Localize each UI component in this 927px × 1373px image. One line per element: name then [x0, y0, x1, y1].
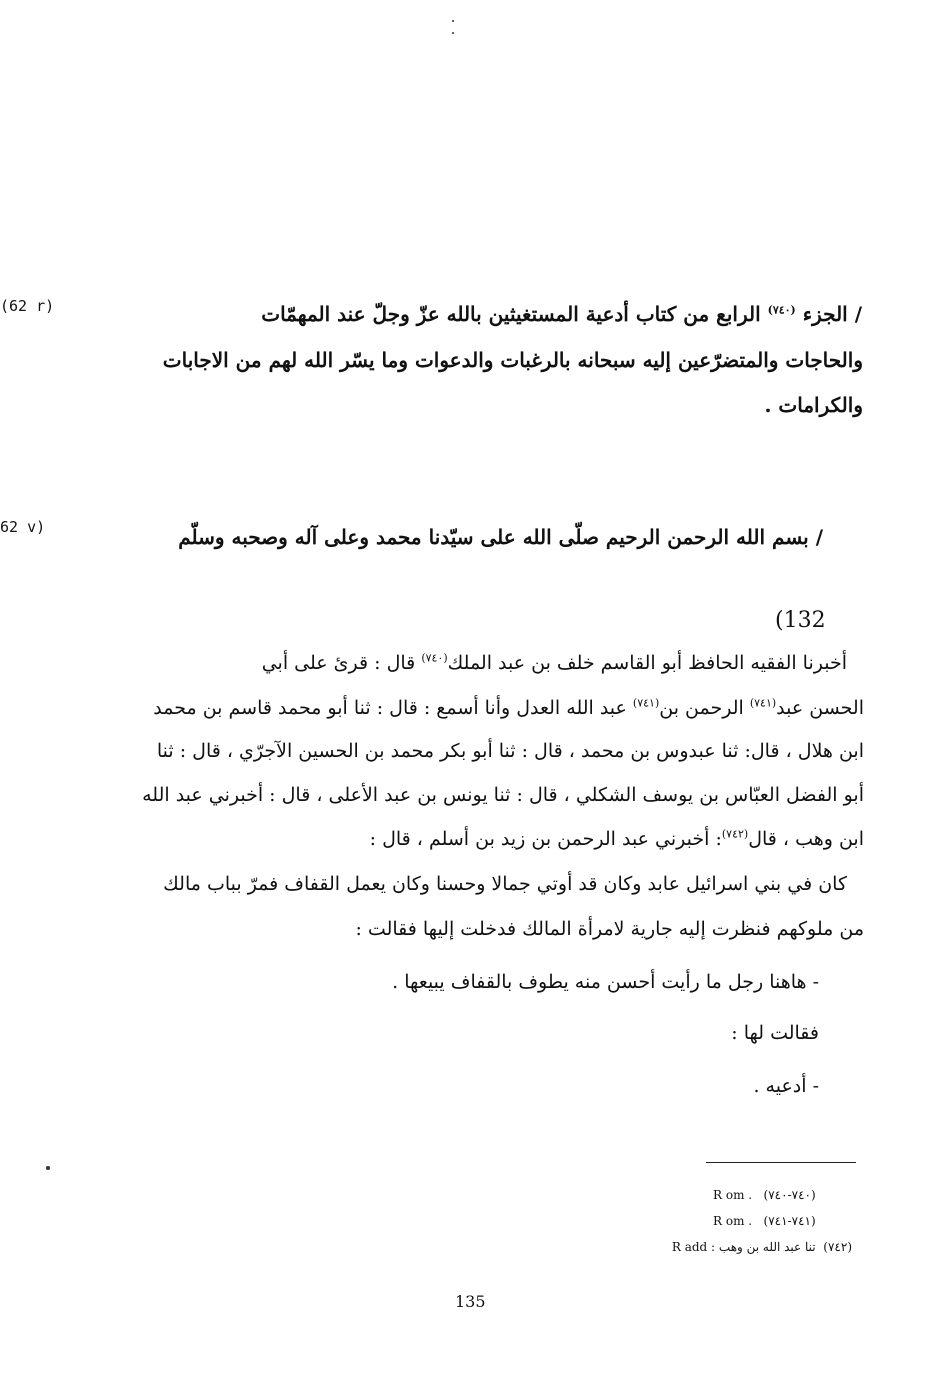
footnote-marker: (٧٤١)	[632, 696, 660, 710]
heading-line-1	[261, 302, 862, 326]
footnote-marker: (٧٤١)	[749, 696, 777, 710]
footnote-ref: (٧٤٠-٧٤٠)	[763, 1188, 816, 1202]
footnote-note: تنا عبد الله بن وهب : R add	[671, 1240, 816, 1254]
paragraph2-line-2: من ملوكهم فنظرت إليه جارية لامرأة المالك فدخلت إليها فقالت :	[355, 918, 864, 940]
footnote-note: R om .	[713, 1188, 753, 1202]
paragraph1-line-4: أبو الفضل العبّاس بن يوسف الشكلي ، قال : ثنا يونس بن عبد الأعلى ، قال : أخبرني عبد الله	[142, 784, 864, 806]
paragraph1-line-2	[153, 697, 864, 719]
ink-speck	[452, 32, 454, 34]
margin-ref-62r: (62 r)	[0, 297, 55, 315]
margin-ref-62v: 62 v)	[0, 518, 46, 536]
footnote-marker: (٧٤٢)	[721, 827, 749, 841]
text-segment: ابن وهب ، قال	[748, 828, 864, 850]
text-segment: الرحمن بن	[659, 697, 750, 719]
text-segment: عبد الله العدل وأنا أسمع : قال : ثنا أبو محمد قاسم بن محمد	[153, 697, 633, 719]
paragraph2-line-1: كان في بني اسرائيل عابد وكان قد أوتي جمالا وحسنا وكان يعمل القفاف فمرّ بباب مالك	[163, 873, 847, 895]
heading-text-b: الرابع من كتاب أدعية المستغيثين بالله عزّ وجلّ عند المهمّات	[261, 302, 768, 326]
paragraph1-line-5	[370, 828, 864, 850]
dialogue-line-1: - هاهنا رجل ما رأيت أحسن منه يطوف بالقفاف يبيعها .	[392, 971, 819, 993]
paragraph1-line-3: ابن هلال ، قال: ثنا عبدوس بن محمد ، قال : ثنا أبو بكر محمد بن الحسين الآجرّي ، قال : ثنا	[156, 740, 864, 762]
footnote-ref: (٧٤٢)	[823, 1240, 852, 1254]
ink-speck	[46, 1166, 50, 1170]
text-segment: الحسن عبد	[776, 697, 864, 719]
heading-text-a: / الجزء	[795, 302, 862, 326]
text-segment: : أخبرني عبد الرحمن بن زيد بن أسلم ، قال :	[369, 828, 722, 850]
text-segment: قال : قرئ على أبي	[261, 652, 422, 674]
footnote-note: R om .	[713, 1214, 753, 1228]
footnote-3	[672, 1240, 852, 1254]
footnote-marker: (٧٤٠)	[421, 651, 448, 665]
paragraph1-line-1	[262, 652, 847, 674]
basmala: / بسم الله الرحمن الرحيم صلّى الله على سيّدنا محمد وعلى آله وصحبه وسلّم	[178, 525, 823, 549]
footnote-marker: (٧٤٠)	[767, 303, 796, 317]
footnote-2	[713, 1214, 816, 1228]
dialogue-line-3: - أدعيه .	[753, 1075, 819, 1097]
section-number: (132	[775, 608, 826, 633]
footnote-ref: (٧٤١-٧٤١)	[763, 1214, 816, 1228]
page-number: 135	[455, 1292, 486, 1311]
text-segment: أخبرنا الفقيه الحافظ أبو القاسم خلف بن عبد الملك	[447, 652, 847, 674]
dialogue-line-2: فقالت لها :	[731, 1022, 819, 1044]
heading-line-2: والحاجات والمتضرّعين إليه سبحانه بالرغبات والدعوات وما يسّر الله لهم من الاجابات	[162, 348, 863, 372]
heading-line-3: والكرامات .	[764, 393, 863, 417]
footnote-separator	[706, 1162, 856, 1163]
ink-speck	[452, 20, 454, 22]
footnote-1	[713, 1188, 816, 1202]
